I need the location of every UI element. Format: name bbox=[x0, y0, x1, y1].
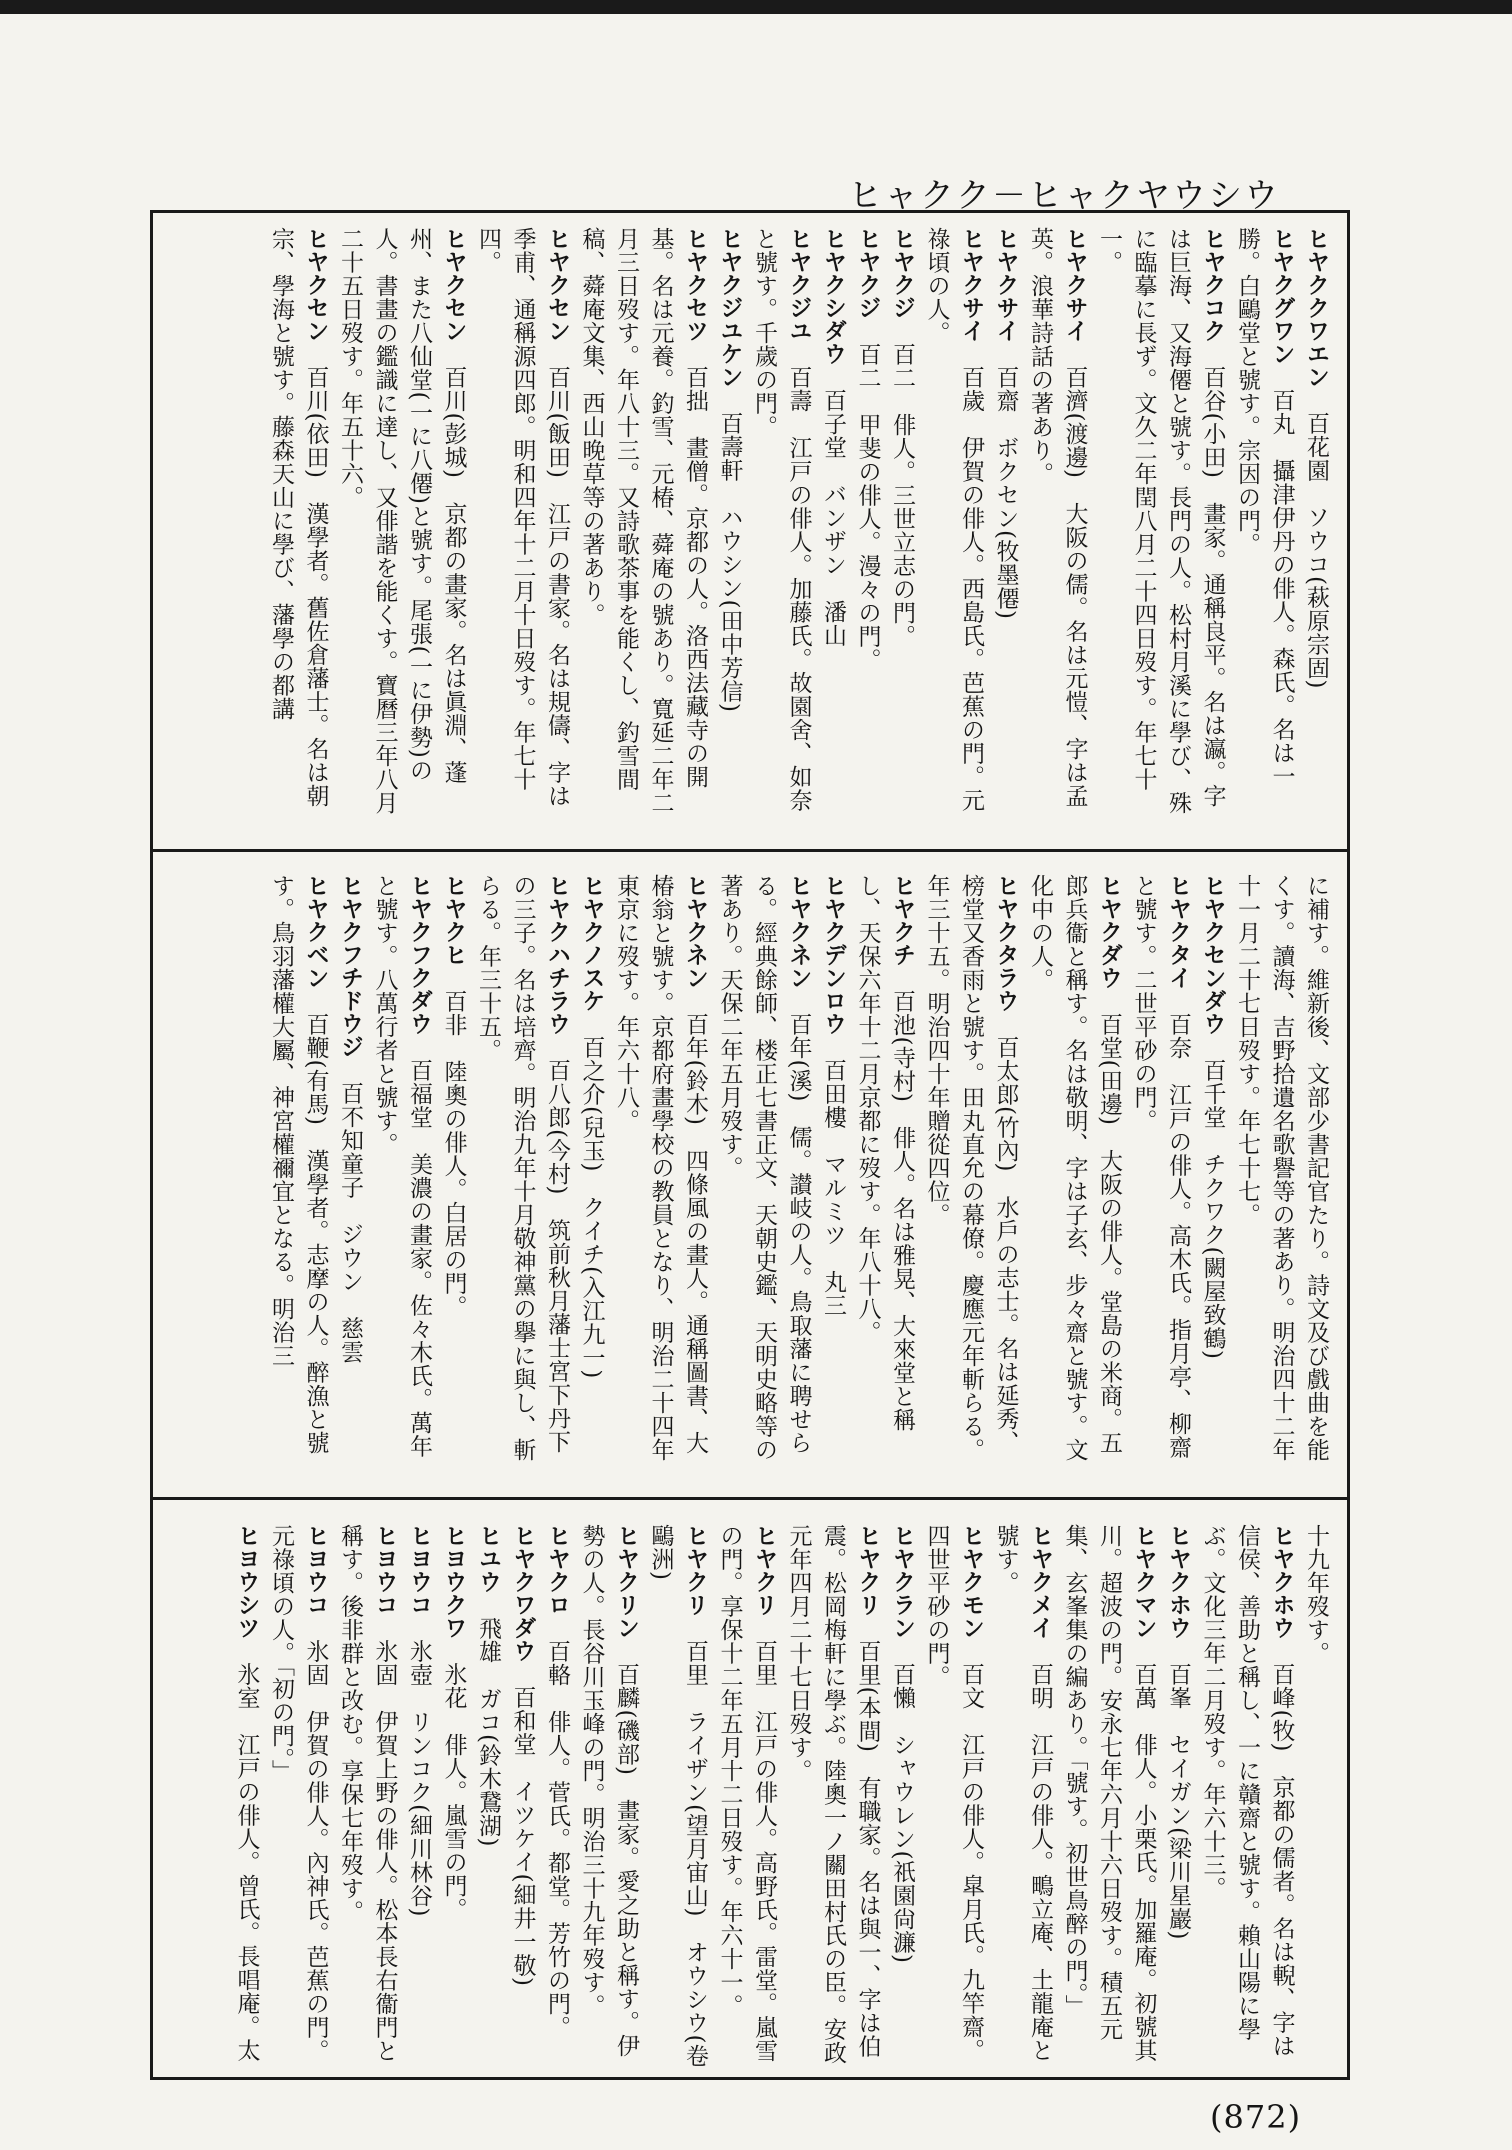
entry-text: 百堂(田邊) 大阪の俳人。堂島の米商。五郎兵衞と稱す。名は敬明、字は子玄、步々齋と號す。文化中の人。 bbox=[1027, 874, 1122, 1462]
entry-headword: ヒヤクチ bbox=[889, 874, 915, 966]
entry-headword: ヒヤクロ bbox=[544, 1524, 570, 1616]
entry-headword: ヒヤクノスケ bbox=[578, 874, 605, 1012]
entry-text: 百川(飯田) 江戸の書家。名は規儔、字は季甫、通稱源四郎。明和四年十二月十日歿す。年七十四。 bbox=[475, 227, 570, 808]
entry-headword: ヒヤクモン bbox=[958, 1524, 984, 1639]
entry-text: 百八郎(今村) 筑前秋月藩士宮下丹下の三子。名は培齊。明治九年十月敬神黨の擧に與し、斬らる。年三十五。 bbox=[475, 874, 570, 1462]
entry-text: 百年(溪) 儒。讃岐の人。鳥取藩に聘せらる。經典餘師、楼正七書正文、天朝史鑑、天明史略等の著あり。天保二年五月歿す。 bbox=[716, 874, 812, 1462]
entry-headword: ヒヨウクワ bbox=[440, 1524, 467, 1639]
entry-headword: ヒヤクサイ bbox=[992, 227, 1019, 342]
entry-text: 百丸 攝津伊丹の俳人。森氏。名は一勝。白鷗堂と號す。宗因の門。 bbox=[1234, 227, 1295, 788]
dictionary-entry bbox=[1161, 1524, 1196, 2072]
entry-text: 百池(寺村) 俳人。名は雅晃、大來堂と稱し、天保六年十二月京都に歿す。年八十八。 bbox=[854, 874, 915, 1432]
dictionary-entry bbox=[367, 874, 436, 1472]
entry-text: 百明 江戸の俳人。鴫立庵、土龍庵と號す。 bbox=[992, 1524, 1053, 2062]
entry-text: 百峰(牧) 京都の儒者。名は輗、字は信侯、善助と稱し、一に贛齋と號す。賴山陽に學ぶ。文化三年二月歿す。年六十三。 bbox=[1199, 1524, 1295, 2058]
entry-headword: ヒヤクヒ bbox=[440, 874, 467, 966]
dictionary-entry bbox=[540, 1524, 575, 2072]
entry-text: 氷室 江戸の俳人。曾氏。長唱庵。太 bbox=[233, 1662, 260, 2062]
entry-text: 百千堂 チクワク(闕屋致鶴) bbox=[1199, 1058, 1226, 1360]
dictionary-entry bbox=[988, 227, 1023, 825]
entry-text: 百子堂 バンザン 潘山 bbox=[820, 388, 846, 647]
entry-text: 百里 ライザン(望月宙山) オウシウ(卷鷗洲) bbox=[647, 1524, 708, 2068]
entry-headword: ヒヤクフクダウ bbox=[406, 874, 432, 1035]
entry-text: 百田樓 マルミツ 丸三 bbox=[820, 1058, 846, 1317]
entry-text: 百谷(小田) 畫家。通稱良平。名は瀛。字は巨海、又海僊と號す。長門の人。松村月溪に學び、殊に臨摹に長ず。文久二年閏八月二十四日歿す。年七十一。 bbox=[1096, 227, 1226, 815]
dictionary-entry bbox=[1092, 227, 1230, 825]
entry-headword: ヒヤクホウ bbox=[1268, 1524, 1295, 1639]
entry-text: 飛雄 ガコ(鈴木鵞湖) bbox=[475, 1616, 501, 1847]
tier-bottom bbox=[167, 1518, 1333, 2078]
dictionary-entry bbox=[471, 227, 575, 825]
dictionary-entry bbox=[1126, 874, 1195, 1472]
entry-headword: ヒヤクネン bbox=[785, 874, 812, 989]
dictionary-entry bbox=[264, 227, 333, 825]
tier-top bbox=[167, 221, 1333, 831]
dictionary-entry bbox=[919, 227, 988, 825]
entry-headword: ヒヨウコ bbox=[302, 1524, 329, 1616]
dictionary-entry bbox=[264, 874, 333, 1472]
entry-headword: ヒヤクダウ bbox=[1096, 874, 1122, 989]
entry-headword: ヒヤクジユケン bbox=[716, 227, 743, 388]
dictionary-entry bbox=[919, 874, 1023, 1472]
entry-headword: ヒヤクフチドウジ bbox=[337, 874, 363, 1058]
entry-headword: ヒヤクマン bbox=[1130, 1524, 1157, 1639]
entry-headword: ヒヤクセンダウ bbox=[1199, 874, 1226, 1035]
dictionary-entry bbox=[885, 1524, 920, 2072]
page-number: (872) bbox=[1210, 2098, 1302, 2136]
entry-text: 百懶 シャウレン(祇園尙濂) bbox=[889, 1662, 915, 1964]
entry-headword: ヒヤクデンロウ bbox=[820, 874, 846, 1035]
entry-headword: ヒヤクセン bbox=[302, 227, 329, 342]
entry-headword: ヒヤクタイ bbox=[1165, 874, 1191, 989]
dictionary-entry bbox=[1230, 227, 1299, 825]
dictionary-entry bbox=[471, 874, 575, 1472]
dictionary-entry bbox=[643, 1524, 712, 2072]
entry-text: 百福堂 美濃の畫家。佐々木氏。萬年と號す。八萬行者と號す。 bbox=[371, 874, 432, 1458]
entry-headword: ヒヤクベン bbox=[302, 874, 329, 989]
dictionary-entry bbox=[333, 874, 368, 1472]
entry-headword: ヒヤクジ bbox=[854, 227, 881, 319]
dictionary-entry bbox=[1057, 1524, 1161, 2072]
dictionary-entry bbox=[574, 1524, 643, 2072]
dictionary-frame bbox=[150, 210, 1350, 2080]
dictionary-entry bbox=[229, 1524, 264, 2072]
entry-headword: ヒヤクセン bbox=[440, 227, 467, 342]
entry-text: 氷壺 リンコク(細川林谷) bbox=[406, 1639, 432, 1917]
entry-text: 百川(依田) 漢學者。舊佐倉藩士。名は朝宗、學海と號す。藤森天山に學び、藩學の都講 bbox=[268, 227, 329, 808]
entry-headword: ヒヤクサイ bbox=[1061, 227, 1088, 342]
dictionary-entry bbox=[471, 1524, 506, 2072]
dictionary-entry bbox=[885, 227, 920, 825]
entry-text: 百二 俳人。三世立志の門。 bbox=[889, 342, 915, 648]
entry-text: 百麟(磯部) 畫家。愛之助と稱す。伊勢の人。長谷川玉峰の門。明治三十九年歿す。 bbox=[578, 1524, 639, 2058]
entry-text: 氷花 俳人。嵐雪の門。 bbox=[440, 1662, 467, 1921]
entry-headword: ヒヤクワダウ bbox=[509, 1524, 536, 1662]
entry-headword: ヒユウ bbox=[475, 1524, 501, 1593]
dictionary-entry bbox=[1195, 1524, 1299, 2072]
dictionary-entry bbox=[609, 874, 713, 1472]
entry-text: 百壽 江戸の俳人。加藤氏。故園舍、如奈と號す。千歲の門。 bbox=[751, 227, 812, 812]
entry-headword: ヒヤクリ bbox=[682, 1524, 708, 1616]
dictionary-entry bbox=[1195, 874, 1230, 1472]
entry-headword: ヒヤクジ bbox=[889, 227, 915, 319]
entry-headword: ヒヤクラン bbox=[889, 1524, 915, 1639]
dictionary-entry bbox=[712, 227, 747, 825]
entry-text: 百鞭(有馬) 漢學者。志摩の人。醉漁と號す。鳥羽藩權大屬、神宮權禰宜となる。明治三 bbox=[268, 874, 329, 1455]
entry-headword: ヒヨウコ bbox=[406, 1524, 432, 1616]
entry-headword: ヒヤクサイ bbox=[958, 227, 984, 342]
dictionary-entry bbox=[574, 227, 712, 825]
dictionary-entry bbox=[264, 1524, 333, 2072]
entry-headword: ヒヤクセン bbox=[544, 227, 570, 342]
entry-headword: ヒヤクリ bbox=[751, 1524, 777, 1616]
entry-text: 百里(本間) 有職家。名は與一、字は伯震。松岡梅軒に學ぶ。陸奧一ノ關田村氏の臣。安政元年四月二十七日歿す。 bbox=[785, 1524, 881, 2065]
entry-headword: ヒヤクメイ bbox=[1027, 1524, 1053, 1639]
entry-text: 氷固 伊賀の俳人。內神氏。芭蕉の門。元祿頃の人。「初の門。」 bbox=[268, 1524, 329, 2063]
dictionary-entry bbox=[333, 1524, 402, 2072]
entry-text: 百奈 江戸の俳人。高木氏。指月亭、柳齋と號す。二世平砂の門。 bbox=[1130, 874, 1191, 1459]
entry-text: 氷固 伊賀上野の俳人。松本長右衞門と稱す。後非群と改む。享保七年歿す。 bbox=[337, 1524, 398, 2063]
dictionary-entry bbox=[402, 1524, 437, 2072]
tier-divider bbox=[153, 1497, 1347, 1500]
dictionary-entry bbox=[850, 227, 885, 825]
dictionary-entry bbox=[1023, 874, 1127, 1472]
entry-headword: ヒヤクリン bbox=[613, 1524, 639, 1639]
entry-text: 百二 甲斐の俳人。漫々の門。 bbox=[854, 342, 881, 672]
dictionary-entry bbox=[747, 227, 816, 825]
dictionary-entry bbox=[712, 1524, 781, 2072]
running-head: ヒャクク－ヒャクヤウシウ bbox=[848, 176, 1280, 216]
entry-text: 百萬 俳人。小栗氏。加羅庵。初號其川。超波の門。安永七年六月十六日歿す。積五元集、玄峯集の編あり。「號す。初世鳥醉の門。」 bbox=[1061, 1524, 1157, 2062]
entry-text: 百花園 ソウコ(萩原宗固) bbox=[1303, 411, 1329, 689]
dictionary-entry bbox=[712, 874, 816, 1472]
entry-text: 百濟(渡邊) 大阪の儒。名は元愷、字は孟英。浪華詩話の著あり。 bbox=[1027, 227, 1088, 808]
dictionary-entry bbox=[919, 1524, 988, 2072]
entry-text: 百之介(兒玉) クイチ(入江九一) bbox=[578, 1035, 605, 1379]
tier-divider bbox=[153, 849, 1347, 852]
entry-text: 百壽軒 ハウシン(田中芳信) bbox=[716, 411, 743, 713]
dictionary-entry bbox=[1299, 227, 1334, 825]
entry-text: 百和堂 イツケイ(細井一敬) bbox=[509, 1685, 536, 1987]
entry-text: 百不知童子 ジウン 慈雲 bbox=[337, 1081, 363, 1364]
entry-text: 百非 陸奧の俳人。白居の門。 bbox=[440, 989, 467, 1319]
entry-text: 百文 江戸の俳人。皐月氏。九竿齋。四世平砂の門。 bbox=[923, 1524, 984, 2062]
entry-text: 百輅 俳人。菅氏。都堂。芳竹の門。 bbox=[544, 1639, 570, 2039]
top-edge-bar bbox=[0, 0, 1512, 14]
dictionary-entry bbox=[436, 874, 471, 1472]
dictionary-entry bbox=[436, 1524, 471, 2072]
entry-headword: ヒヤクハチラウ bbox=[544, 874, 570, 1035]
dictionary-entry bbox=[816, 874, 851, 1472]
tier-middle bbox=[167, 868, 1333, 1478]
entry-headword: ヒヤクコク bbox=[1199, 227, 1226, 342]
entry-text: に補す。維新後、文部少書記官たり。詩文及び戲曲を能くす。讀海、吉野拾遺名歌譽等の著あり。明治四十二年十一月二十七日歿す。年七十七。 bbox=[1234, 874, 1329, 1462]
entry-headword: ヒヤクリ bbox=[854, 1524, 881, 1616]
entry-headword: ヒヤクセツ bbox=[682, 227, 708, 342]
entry-text: 百齋 ボクセン(牧墨僊) bbox=[992, 365, 1019, 620]
entry-headword: ヒヨウシツ bbox=[233, 1524, 260, 1639]
entry-text: 百峯 セイガン(梁川星巖) bbox=[1165, 1662, 1191, 1940]
dictionary-entry bbox=[1023, 227, 1092, 825]
entry-text: 百年(鈴木) 四條風の畫人。通稱圖書、大椿翁と號す。京都府畫學校の教員となり、明治二十四年東京に歿す。年六十八。 bbox=[613, 874, 708, 1462]
dictionary-entry bbox=[505, 1524, 540, 2072]
entry-headword: ヒヤクジユ bbox=[785, 227, 812, 342]
dictionary-entry bbox=[1299, 1524, 1334, 2072]
dictionary-entry bbox=[1230, 874, 1334, 1472]
dictionary-entry bbox=[988, 1524, 1057, 2072]
entry-headword: ヒヤクネン bbox=[682, 874, 708, 989]
dictionary-entry bbox=[574, 874, 609, 1472]
entry-headword: ヒヤクグワン bbox=[1268, 227, 1295, 365]
entry-headword: ヒヤクシダウ bbox=[820, 227, 846, 365]
entry-headword: ヒヨウコ bbox=[371, 1524, 398, 1616]
entry-text: 百拙 畫僧。京都の人。洛西法藏寺の開基。名は元養。釣雪、元椿、蕣庵の號あり。寬延二年二月三日歿す。年八十三。又詩歌茶事を能くし、釣雪間稿、蕣庵文集、西山晚草等の著あり。 bbox=[578, 227, 708, 815]
dictionary-entry bbox=[816, 227, 851, 825]
entry-text: 百里 江戸の俳人。高野氏。雷堂。嵐雪の門。享保十二年五月十二日歿す。年六十一。 bbox=[716, 1524, 777, 2063]
entry-text: 百太郎(竹內) 水戶の志士。名は延秀、榜堂又香雨と號す。田丸直允の幕僚。慶應元年斬らる。年三十五。明治四十年贈從四位。 bbox=[923, 874, 1019, 1462]
dictionary-entry bbox=[781, 1524, 885, 2072]
dictionary-entry bbox=[850, 874, 919, 1472]
entry-headword: ヒヤクホウ bbox=[1165, 1524, 1191, 1639]
entry-text: 十九年歿す。 bbox=[1303, 1524, 1329, 1665]
entry-headword: ヒヤクタラウ bbox=[992, 874, 1019, 1012]
dictionary-entry bbox=[333, 227, 471, 825]
entry-text: 百歲 伊賀の俳人。西島氏。芭蕉の門。元祿頃の人。 bbox=[923, 227, 984, 812]
entry-headword: ヒヤククワエン bbox=[1303, 227, 1329, 388]
entry-text: 百川(彭城) 京都の畫家。名は眞淵、蓬州、また八仙堂(一に八僊)と號す。尾張(一に伊勢)の人。書畫の鑑識に達し、又俳諧を能くす。寶曆三年八月二十五日歿す。年五十六。 bbox=[337, 227, 467, 815]
